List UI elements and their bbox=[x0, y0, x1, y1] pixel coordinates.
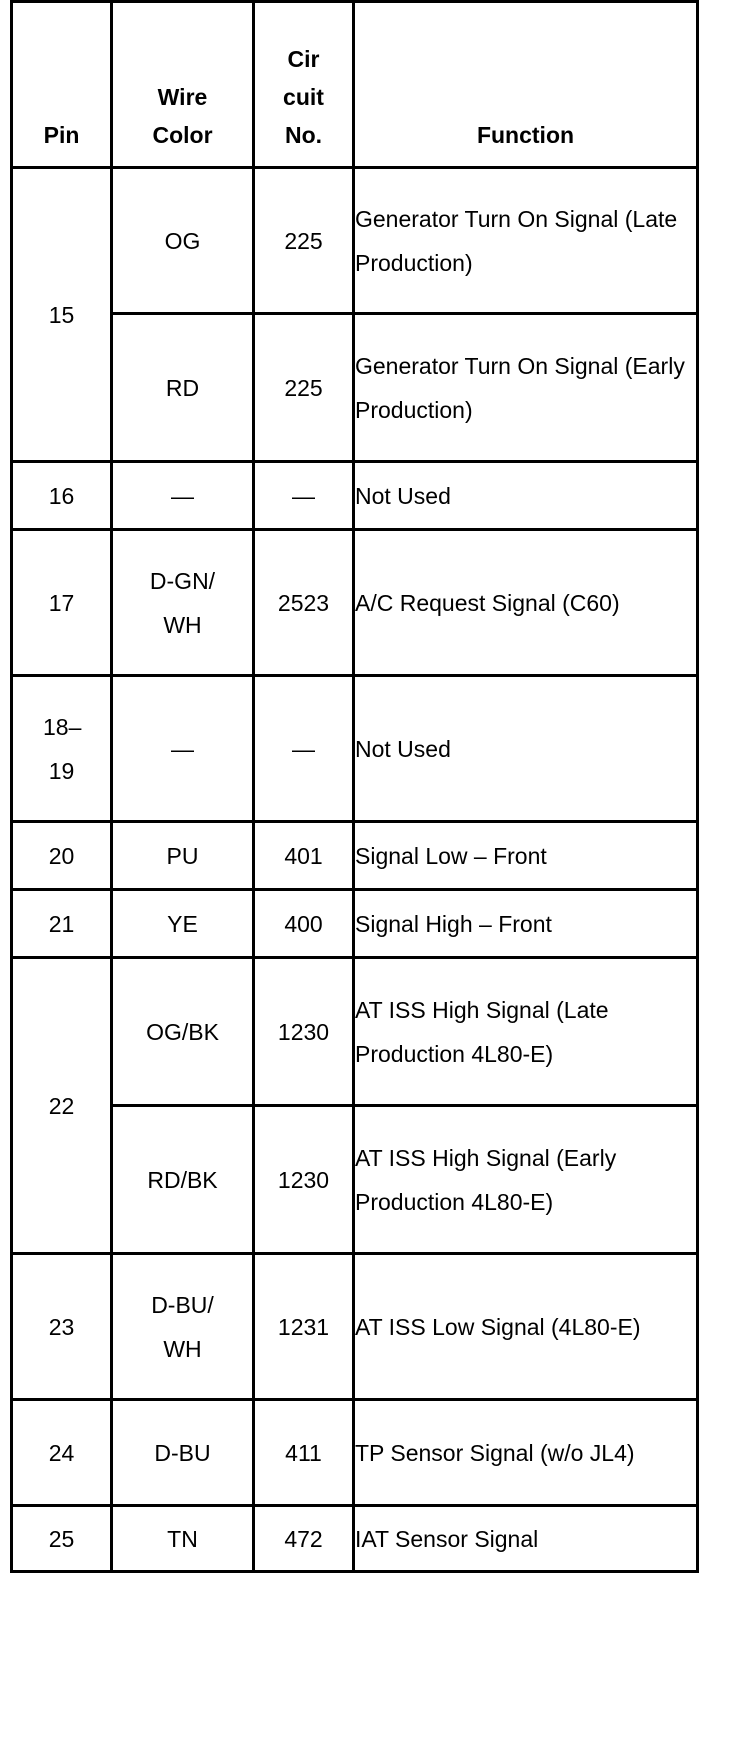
wire-color-cell: D-BU/ WH bbox=[112, 1254, 254, 1400]
function-cell: Signal Low – Front bbox=[354, 822, 698, 890]
table-row bbox=[12, 1106, 698, 1254]
wire-color-cell: D-BU bbox=[112, 1400, 254, 1506]
circuit-cell: 1230 bbox=[254, 958, 354, 1106]
header-function: Function bbox=[354, 2, 698, 168]
function-cell: Generator Turn On Signal (Late Production) bbox=[354, 168, 698, 314]
function-cell: AT ISS High Signal (Early Production 4L80-E) bbox=[354, 1106, 698, 1254]
pin-cell: 18– 19 bbox=[12, 676, 112, 822]
table-row bbox=[12, 1506, 698, 1572]
table-row bbox=[12, 958, 698, 1106]
circuit-cell: — bbox=[254, 462, 354, 530]
circuit-cell: — bbox=[254, 676, 354, 822]
function-cell: AT ISS Low Signal (4L80-E) bbox=[354, 1254, 698, 1400]
circuit-cell: 400 bbox=[254, 890, 354, 958]
pin-cell: 21 bbox=[12, 890, 112, 958]
table-row bbox=[12, 530, 698, 676]
pin-cell: 15 bbox=[12, 168, 112, 462]
circuit-cell: 401 bbox=[254, 822, 354, 890]
circuit-cell: 411 bbox=[254, 1400, 354, 1506]
header-circuit-no: Cir cuit No. bbox=[254, 2, 354, 168]
pin-cell: 20 bbox=[12, 822, 112, 890]
table-row bbox=[12, 168, 698, 314]
pin-cell: 16 bbox=[12, 462, 112, 530]
function-cell: TP Sensor Signal (w/o JL4) bbox=[354, 1400, 698, 1506]
pin-cell: 17 bbox=[12, 530, 112, 676]
pin-cell: 22 bbox=[12, 958, 112, 1254]
wire-color-cell: PU bbox=[112, 822, 254, 890]
function-cell: Signal High – Front bbox=[354, 890, 698, 958]
table-row bbox=[12, 822, 698, 890]
wire-color-cell: TN bbox=[112, 1506, 254, 1572]
function-cell: Not Used bbox=[354, 462, 698, 530]
function-cell: IAT Sensor Signal bbox=[354, 1506, 698, 1572]
function-cell: Not Used bbox=[354, 676, 698, 822]
wire-color-cell: RD bbox=[112, 314, 254, 462]
wire-color-cell: — bbox=[112, 462, 254, 530]
table-row bbox=[12, 676, 698, 822]
circuit-cell: 225 bbox=[254, 168, 354, 314]
table-row bbox=[12, 462, 698, 530]
pin-cell: 24 bbox=[12, 1400, 112, 1506]
wire-color-cell: YE bbox=[112, 890, 254, 958]
header-row bbox=[12, 2, 698, 168]
table-row bbox=[12, 1254, 698, 1400]
circuit-cell: 1230 bbox=[254, 1106, 354, 1254]
pin-function-table bbox=[10, 0, 699, 1573]
wire-color-cell: D-GN/ WH bbox=[112, 530, 254, 676]
circuit-cell: 2523 bbox=[254, 530, 354, 676]
pin-cell: 23 bbox=[12, 1254, 112, 1400]
circuit-cell: 472 bbox=[254, 1506, 354, 1572]
wire-color-cell: RD/BK bbox=[112, 1106, 254, 1254]
header-wire-color: Wire Color bbox=[112, 2, 254, 168]
wire-color-cell: OG/BK bbox=[112, 958, 254, 1106]
table-row bbox=[12, 890, 698, 958]
circuit-cell: 1231 bbox=[254, 1254, 354, 1400]
wire-color-cell: OG bbox=[112, 168, 254, 314]
header-pin: Pin bbox=[12, 2, 112, 168]
pin-cell: 25 bbox=[12, 1506, 112, 1572]
table-row bbox=[12, 314, 698, 462]
wire-color-cell: — bbox=[112, 676, 254, 822]
table-row bbox=[12, 1400, 698, 1506]
function-cell: Generator Turn On Signal (Early Production) bbox=[354, 314, 698, 462]
function-cell: A/C Request Signal (C60) bbox=[354, 530, 698, 676]
circuit-cell: 225 bbox=[254, 314, 354, 462]
function-cell: AT ISS High Signal (Late Production 4L80-E) bbox=[354, 958, 698, 1106]
